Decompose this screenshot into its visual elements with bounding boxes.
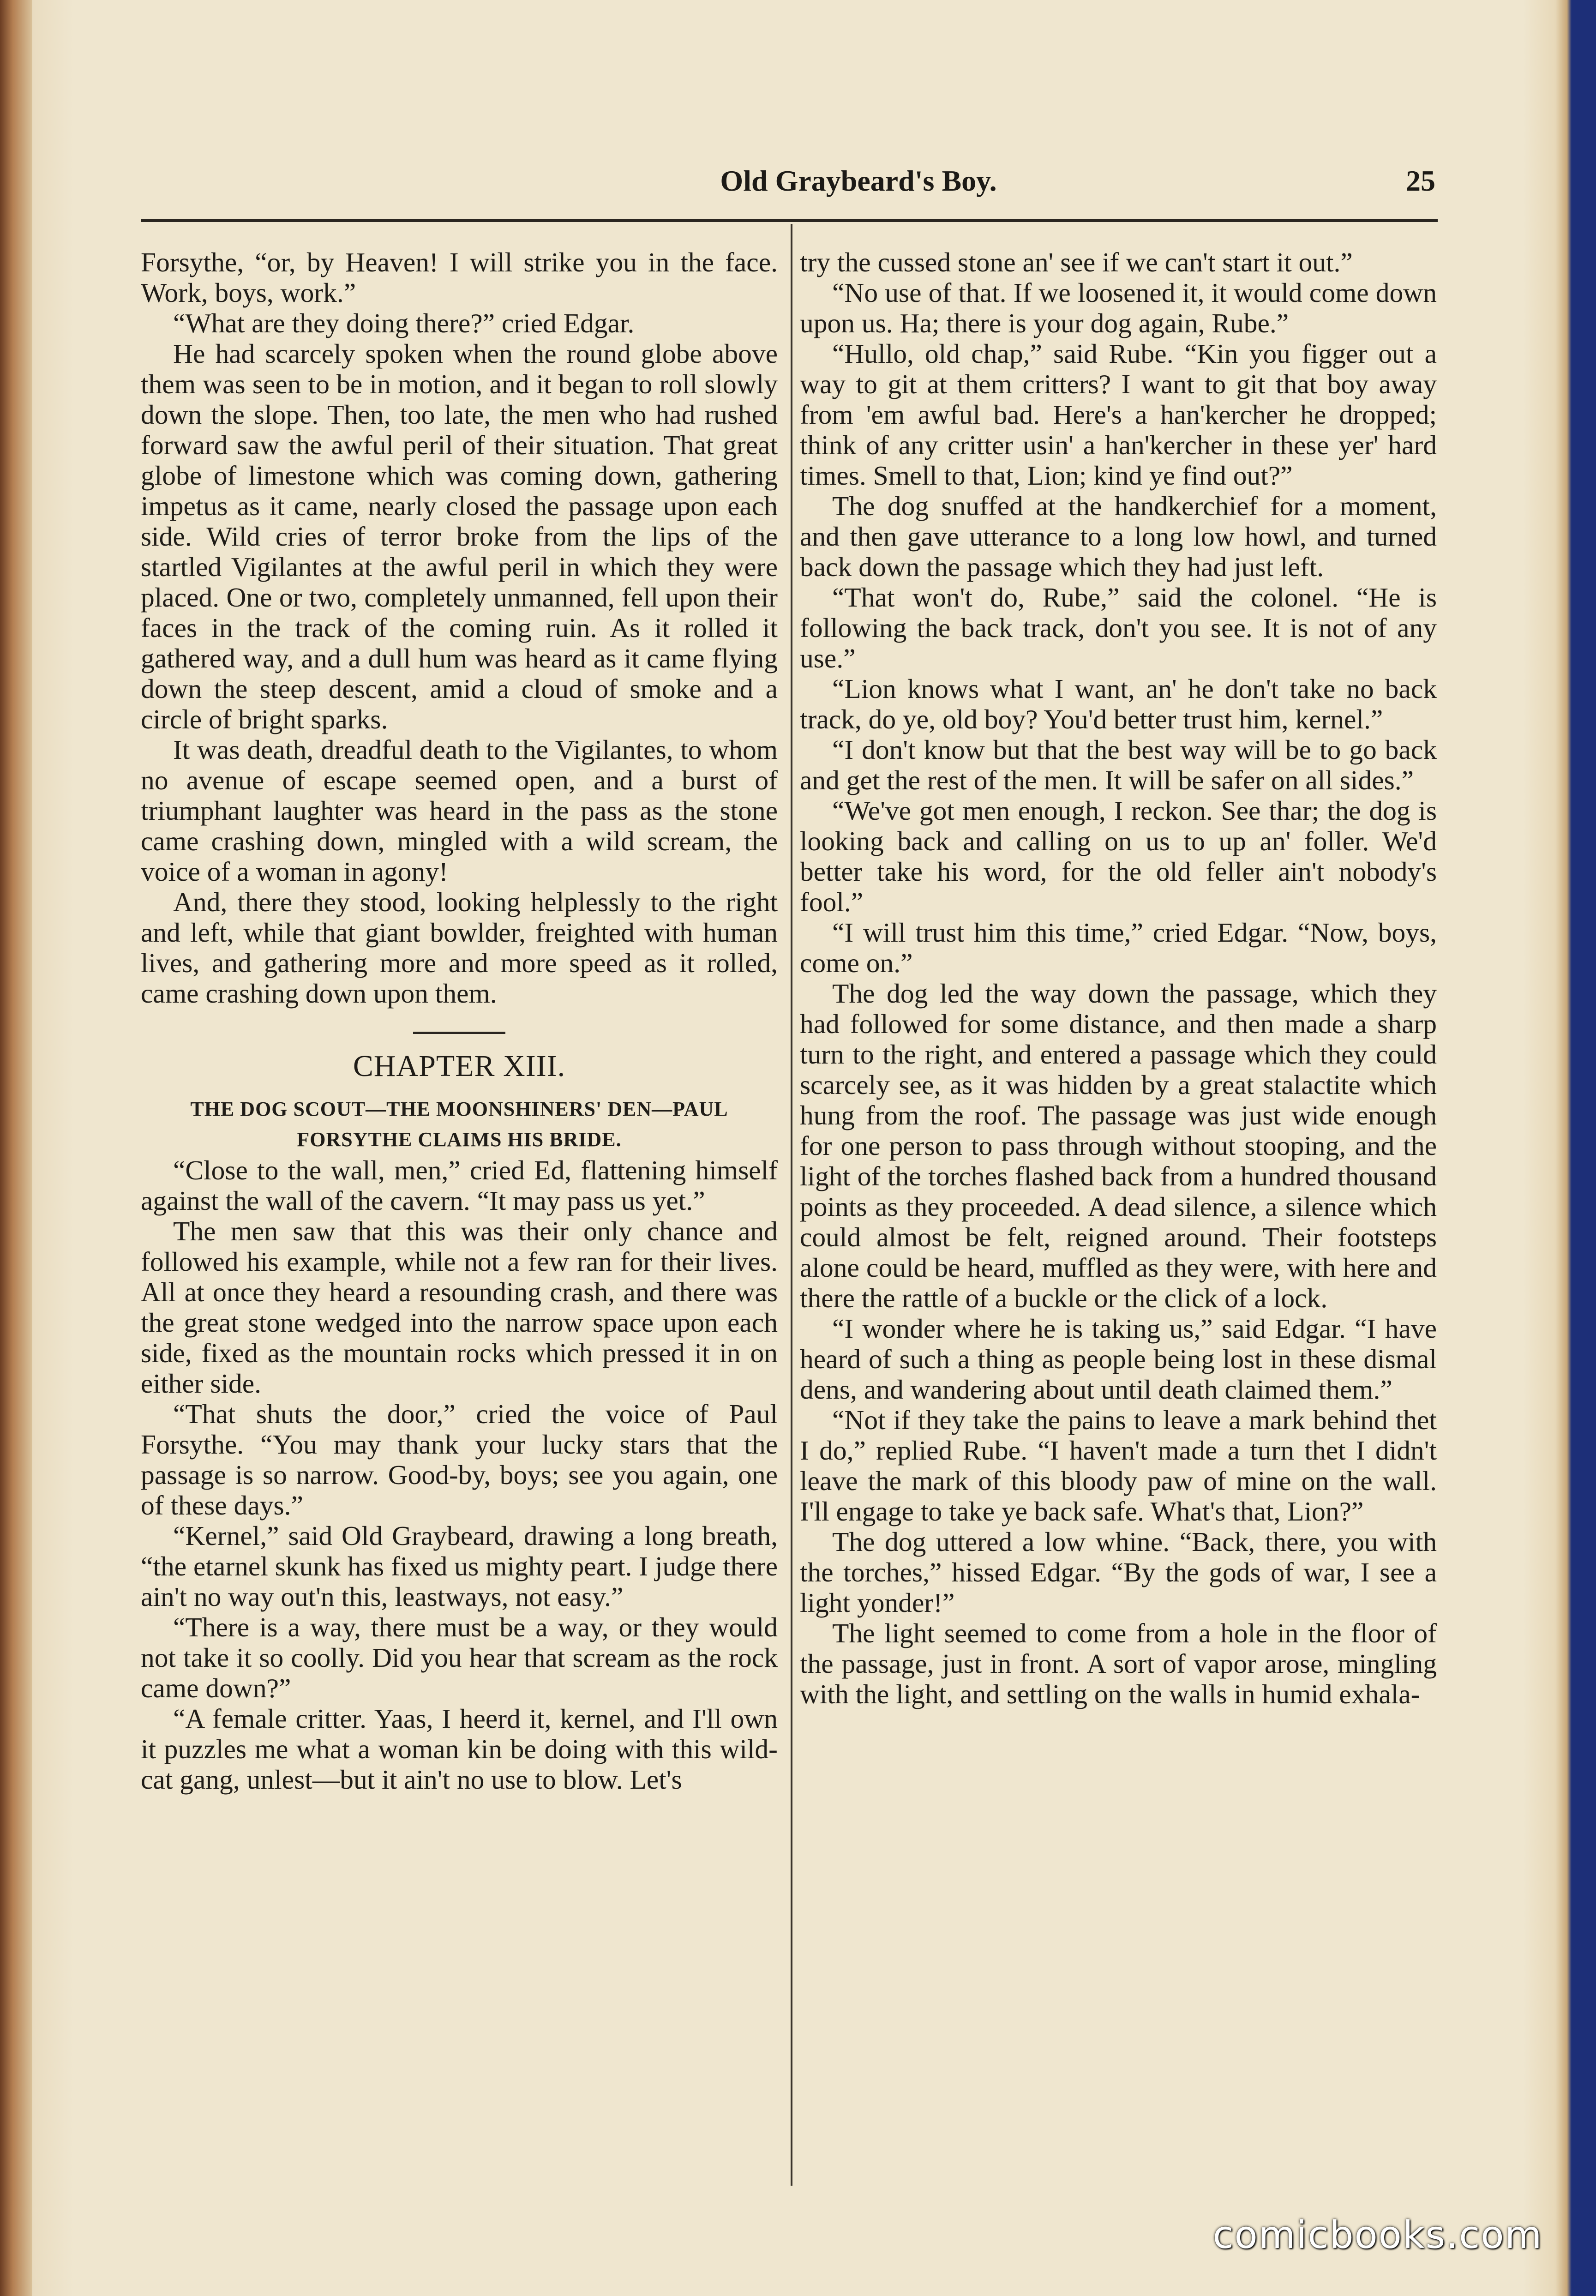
paragraph: The dog uttered a low whine. “Back, there, you with the torches,” hissed Edgar. “By the gods of war, I see a light yonder!” <box>800 1527 1437 1618</box>
right-column <box>800 247 1437 1709</box>
paragraph: “Lion knows what I want, an' he don't take no back track, do ye, old boy? You'd better trust him, kernel.” <box>800 673 1437 734</box>
paragraph: The dog snuffed at the handkerchief for a moment, and then gave utterance to a long low howl, and turned back down the passage which they had just left. <box>800 491 1437 582</box>
paragraph: “No use of that. If we loosened it, it would come down upon us. Ha; there is your dog again, Rube.” <box>800 277 1437 338</box>
left-column <box>141 247 778 1795</box>
watermark: comicbooks.com <box>1212 2213 1543 2257</box>
header-rule <box>141 219 1438 222</box>
page-number: 25 <box>1406 164 1435 197</box>
paragraph: “Kernel,” said Old Graybeard, drawing a long breath, “the etarnel skunk has fixed us mighty peart. I judge there ain't no way out'n this, leastways, not easy.” <box>141 1521 778 1612</box>
column-divider <box>791 224 792 2186</box>
paragraph: He had scarcely spoken when the round globe above them was seen to be in motion, and it began to roll slowly down the slope. Then, too late, the men who had rushed forward saw the awful peril of their situation. That great globe of limestone which was coming down, gathering impetus as it came, nearly closed the passage upon each side. Wild cries of terror broke from the lips of the startled Vigilantes at the awful peril in which they were placed. One or two, completely unmanned, fell upon their faces in the track of the coming ruin. As it rolled it gathered way, and a dull hum was heard as it came flying down the steep descent, amid a cloud of smoke and a circle of bright sparks. <box>141 338 778 734</box>
paragraph: “I don't know but that the best way will be to go back and get the rest of the men. It will be safer on all sides.” <box>800 734 1437 795</box>
paragraph: The light seemed to come from a hole in the floor of the passage, just in front. A sort of vapor arose, mingling with the light, and settling on the walls in humid exhala- <box>800 1618 1437 1709</box>
paragraph: Forsythe, “or, by Heaven! I will strike you in the face. Work, boys, work.” <box>141 247 778 308</box>
paragraph: “What are they doing there?” cried Edgar. <box>173 308 635 338</box>
binding-edge <box>0 0 32 2296</box>
paragraph: “There is a way, there must be a way, or they would not take it so coolly. Did you hear that scream as the rock came down?” <box>141 1612 778 1703</box>
chapter-title: CHAPTER XIII. <box>353 1049 566 1083</box>
paragraph: “I will trust him this time,” cried Edgar. “Now, boys, come on.” <box>800 917 1437 978</box>
paragraph: try the cussed stone an' see if we can't start it out.” <box>800 247 1353 277</box>
chapter-rule <box>413 1032 505 1034</box>
paragraph: It was death, dreadful death to the Vigilantes, to whom no avenue of escape seemed open, and a burst of triumphant laughter was heard in the pass as the stone came crashing down, mingled with a wild scream, the voice of a woman in agony! <box>141 734 778 887</box>
paragraph: And, there they stood, looking helplessly to the right and left, while that giant bowlder, freighted with human lives, and gathering more and more speed as it rolled, came crashing down upon them. <box>141 887 778 1009</box>
chapter-subtitle: THE DOG SCOUT—THE MOONSHINERS' DEN—PAUL FORSYTHE CLAIMS HIS BRIDE. <box>190 1098 728 1151</box>
paragraph: “Not if they take the pains to leave a mark behind thet I do,” replied Rube. “I haven't made a turn thet I didn't leave the mark of this bloody paw of mine on the wall. I'll engage to take ye back safe. What's that, Lion?” <box>800 1405 1437 1527</box>
running-head: Old Graybeard's Boy. <box>720 164 997 197</box>
paragraph: “That won't do, Rube,” said the colonel. “He is following the back track, don't you see. It is not of any use.” <box>800 582 1437 673</box>
paragraph: “I wonder where he is taking us,” said Edgar. “I have heard of such a thing as people being lost in these dismal dens, and wandering about until death claimed them.” <box>800 1313 1437 1405</box>
paragraph: The dog led the way down the passage, which they had followed for some distance, and then made a sharp turn to the right, and entered a passage which they could scarcely see, as it was hidden by a great stalactite which hung from the roof. The passage was just wide enough for one person to pass through without stooping, and the light of the torches flashed back from a hundred thousand points as they proceeded. A dead silence, a silence which could almost be felt, reigned around. Their footsteps alone could be heard, muffled as they were, with here and there the rattle of a buckle or the click of a lock. <box>800 978 1437 1313</box>
paragraph: “We've got men enough, I reckon. See thar; the dog is looking back and calling on us to up an' foller. We'd better take his word, for the old feller ain't nobody's fool.” <box>800 795 1437 917</box>
paragraph: “A female critter. Yaas, I heerd it, kernel, and I'll own it puzzles me what a woman kin be doing with this wild-cat gang, unlest—but it ain't no use to blow. Let's <box>141 1703 778 1795</box>
paragraph: “That shuts the door,” cried the voice of Paul Forsythe. “You may thank your lucky stars that the passage is so narrow. Good-by, boys; see you again, one of these days.” <box>141 1399 778 1521</box>
paragraph: “Hullo, old chap,” said Rube. “Kin you figger out a way to git at them critters? I want to git that boy away from 'em awful bad. Here's a han'kercher he dropped; think of any critter usin' a han'kercher in these yer' hard times. Smell to that, Lion; kind ye find out?” <box>800 338 1437 491</box>
paragraph: “Close to the wall, men,” cried Ed, flattening himself against the wall of the cavern. “It may pass us yet.” <box>141 1155 778 1216</box>
paragraph: The men saw that this was their only chance and followed his example, while not a few ran for their lives. All at once they heard a resounding crash, and there was the great stone wedged into the narrow space upon each side, fixed as the mountain rocks which pressed it in on either side. <box>141 1216 778 1399</box>
page-header <box>143 164 1435 210</box>
